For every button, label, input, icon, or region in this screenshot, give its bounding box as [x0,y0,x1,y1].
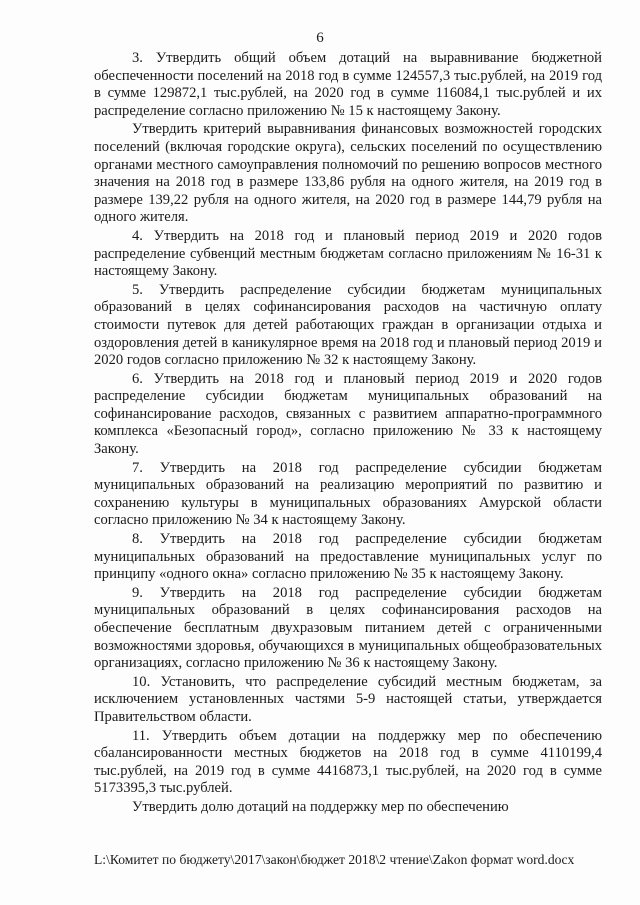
paragraph: 10. Установить, что распределение субсидий местным бюджетам, за исключением установленных частями 5-9 настоящей статьи, утверждается Правительством области. [94,673,602,725]
paragraph: 4. Утвердить на 2018 год и плановый период 2019 и 2020 годов распределение субвенций местным бюджетам согласно приложениям № 16-31 к настоящему Закону. [94,227,602,280]
page-number: 6 [316,30,324,46]
paragraph: 11. Утвердить объем дотации на поддержку мер по обеспечению сбалансированности местных бюджетов на 2018 год в сумме 4110199,4 тыс.рублей, на 2019 год в сумме 4416873,1 тыс.рублей, на 2020 год в сумме 5173395,3 тыс.рублей. [94,727,602,797]
paragraph: 7. Утвердить на 2018 год распределение субсидии бюджетам муниципальных образований на реализацию мероприятий по развитию и сохранению культуры в муниципальных образованиях Амурской области согласно приложению № 34 к настоящему Закону. [94,459,602,529]
paragraph: 6. Утвердить на 2018 год и плановый период 2019 и 2020 годов распределение субсидии бюджетам муниципальных образований на софинансирование расходов, связанных с развитием аппаратно-программного комплекса «Безопасный город», согласно приложению № 33 к настоящему Закону. [94,370,602,458]
paragraph: 9. Утвердить на 2018 год распределение субсидии бюджетам муниципальных образований в целях софинансирования расходов на обеспечение бесплатным двухразовым питанием детей с ограниченными возможностями здоровья, обучающихся в муниципальных общеобразовательных организациях, согласно приложению № 36 к настоящему Закону. [94,584,602,672]
paragraph: 8. Утвердить на 2018 год распределение субсидии бюджетам муниципальных образований на предоставление муниципальных услуг по принципу «одного окна» согласно приложению № 35 к настоящему Закону. [94,531,602,583]
paragraph: Утвердить долю дотаций на поддержку мер по обеспечению [132,798,509,815]
paragraph: 3. Утвердить общий объем дотаций на выравнивание бюджетной обеспеченности поселений на 2018 год в сумме 124557,3 тыс.рублей, на 2019 год в сумме 129872,1 тыс.рублей, на 2020 год в сумме 116084,1 тыс.рублей и их распределение согласно приложению № 15 к настоящему Закону. [94,50,602,119]
paragraph: 5. Утвердить распределение субсидии бюджетам муниципальных образований в целях софинансирования расходов на частичную оплату стоимости путевок для детей работающих граждан в организации отдыха и оздоровления детей в каникулярное время на 2018 год и плановый период 2019 и 2020 годов согласно приложению № 32 к настоящему Закону. [94,281,602,369]
paragraph: Утвердить критерий выравнивания финансовых возможностей городских поселений (включая городские округа), сельских поселений по осуществлению органами местного самоуправления полномочий по решению вопросов местного значения на 2018 год в размере 133,86 рубля на одного жителя, на 2019 год в размере 139,22 рубля на одного жителя, на 2020 год в размере 144,79 рубля на одного жителя. [94,121,602,226]
file-path-footer: L:\Комитет по бюджету\2017\закон\бюджет 2018\2 чтение\Zakon формат word.docx [94,852,575,867]
document-body [94,50,602,818]
